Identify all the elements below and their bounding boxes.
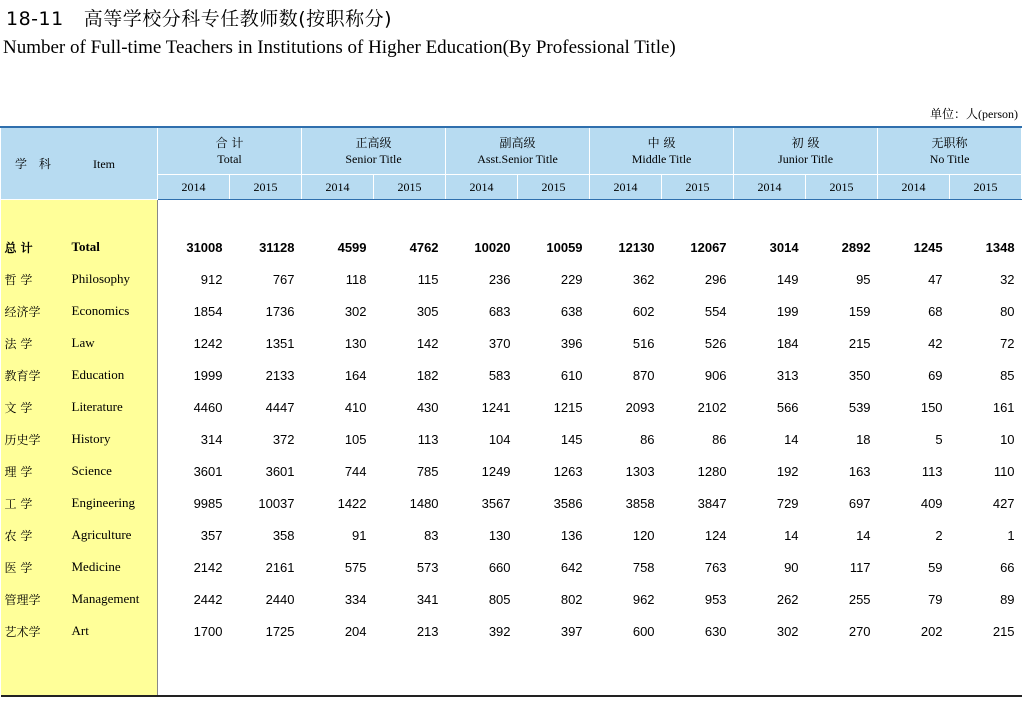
table-cell: 85 (1000, 367, 1015, 383)
table-cell: 870 (632, 367, 655, 383)
table-cell: 2892 (841, 239, 871, 255)
table-cell: 906 (704, 367, 727, 383)
row-label-en: Art (67, 615, 158, 647)
table-cell: 255 (848, 591, 871, 607)
table-cell: 358 (272, 527, 295, 543)
table-cell: 2442 (193, 591, 223, 607)
table-cell: 236 (488, 271, 511, 287)
table-cell: 10020 (474, 239, 511, 255)
year-header: 2015 (374, 175, 446, 200)
table-cell: 3586 (553, 495, 583, 511)
unit-cn: 单位：人 (930, 107, 979, 121)
table-cell: 215 (848, 335, 871, 351)
table-cell: 2093 (625, 399, 655, 415)
table-cell: 4599 (337, 239, 367, 255)
group-header-cn: 正高级 (355, 136, 392, 150)
table-cell: 120 (632, 527, 655, 543)
group-header-cn: 合 计 (215, 136, 244, 150)
table-cell: 83 (424, 527, 439, 543)
table-row (1, 583, 1022, 615)
table-row (1, 295, 1022, 327)
group-header-cn: 副高级 (499, 136, 536, 150)
table-cell: 202 (920, 623, 943, 639)
item-header-en: Item (93, 157, 115, 172)
table-cell: 962 (632, 591, 655, 607)
table-cell: 159 (848, 303, 871, 319)
group-header-cn: 中 级 (647, 136, 676, 150)
table-cell: 79 (928, 591, 943, 607)
table-cell: 42 (928, 335, 943, 351)
year-header: 2014 (734, 175, 806, 200)
table-row (1, 423, 1022, 455)
table-cell: 10037 (258, 495, 295, 511)
row-label-cn: 历史学 (1, 423, 67, 455)
column-group-header (302, 127, 446, 175)
table-cell: 1736 (265, 303, 295, 319)
table-cell: 91 (352, 527, 367, 543)
table-cell: 554 (704, 303, 727, 319)
table-row (1, 327, 1022, 359)
table-cell: 802 (560, 591, 583, 607)
table-cell: 150 (920, 399, 943, 415)
table-cell: 2440 (265, 591, 295, 607)
table-cell: 118 (345, 271, 367, 287)
table-cell: 341 (416, 591, 439, 607)
row-label-en: Engineering (67, 487, 158, 519)
table-cell: 602 (632, 303, 655, 319)
table-cell: 59 (928, 559, 943, 575)
column-group-header (878, 127, 1022, 175)
year-header: 2014 (446, 175, 518, 200)
year-header: 2014 (158, 175, 230, 200)
group-header-en: Junior Title (778, 152, 834, 166)
table-cell: 9985 (193, 495, 223, 511)
table-cell: 113 (921, 463, 943, 479)
row-label-cn: 经济学 (1, 295, 67, 327)
table-number: 18-11 (6, 8, 64, 30)
year-header: 2015 (662, 175, 734, 200)
table-cell: 3601 (193, 463, 223, 479)
column-group-header (590, 127, 734, 175)
table-cell: 199 (776, 303, 799, 319)
table-cell: 86 (712, 431, 727, 447)
title-cn-text: 高等学校分科专任教师数(按职称分) (83, 8, 393, 30)
table-cell: 953 (704, 591, 727, 607)
table-cell: 5 (935, 431, 943, 447)
table-row (1, 615, 1022, 647)
table-cell: 10059 (546, 239, 583, 255)
table-cell: 136 (560, 527, 583, 543)
row-label-en: Medicine (67, 551, 158, 583)
table-title-en: Number of Full-time Teachers in Institutions of Higher Education(By Professional Title) (3, 37, 676, 58)
row-label-en: Agriculture (67, 519, 158, 551)
table-cell: 184 (776, 335, 799, 351)
group-header-en: Total (217, 152, 242, 166)
table-cell: 130 (344, 335, 367, 351)
table-cell: 392 (488, 623, 511, 639)
table-row (1, 455, 1022, 487)
table-cell: 397 (560, 623, 583, 639)
item-header (1, 127, 158, 200)
table-cell: 161 (992, 399, 1015, 415)
table-cell: 1249 (481, 463, 511, 479)
table-cell: 410 (344, 399, 367, 415)
table-cell: 31008 (186, 239, 223, 255)
table-cell: 350 (848, 367, 871, 383)
table-cell: 1215 (553, 399, 583, 415)
row-label-cn: 总 计 (1, 231, 67, 263)
table-cell: 372 (272, 431, 295, 447)
table-cell: 600 (632, 623, 655, 639)
row-label-cn: 教育学 (1, 359, 67, 391)
table-cell: 72 (1000, 335, 1015, 351)
table-cell: 117 (849, 559, 871, 575)
table-cell: 785 (416, 463, 439, 479)
table-cell: 95 (856, 271, 871, 287)
table-cell: 12067 (690, 239, 727, 255)
table-cell: 32 (1000, 271, 1015, 287)
table-row (1, 359, 1022, 391)
table-cell: 2102 (697, 399, 727, 415)
row-label-en: Literature (67, 391, 158, 423)
table-cell: 1351 (265, 335, 295, 351)
table-cell: 566 (776, 399, 799, 415)
table-cell: 763 (704, 559, 727, 575)
table-cell: 409 (920, 495, 943, 511)
table-cell: 1263 (553, 463, 583, 479)
table-cell: 1700 (193, 623, 223, 639)
table-cell: 1242 (193, 335, 223, 351)
table-body (1, 200, 1022, 697)
row-label-en: History (67, 423, 158, 455)
table-cell: 642 (560, 559, 583, 575)
row-label-cn: 农 学 (1, 519, 67, 551)
table-cell: 583 (488, 367, 511, 383)
row-label-en: Philosophy (67, 263, 158, 295)
table-cell: 105 (344, 431, 367, 447)
table-cell: 370 (488, 335, 511, 351)
table-cell: 90 (784, 559, 799, 575)
table-cell: 149 (776, 271, 799, 287)
row-label-cn: 艺术学 (1, 615, 67, 647)
table-cell: 182 (416, 367, 439, 383)
row-label-en: Science (67, 455, 158, 487)
row-label-en: Law (67, 327, 158, 359)
table-cell: 302 (344, 303, 367, 319)
table-cell: 113 (417, 431, 439, 447)
year-header: 2015 (230, 175, 302, 200)
table-cell: 1280 (697, 463, 727, 479)
table-cell: 912 (200, 271, 223, 287)
table-row (1, 391, 1022, 423)
table-cell: 767 (272, 271, 295, 287)
table-cell: 3858 (625, 495, 655, 511)
group-header-cn: 初 级 (791, 136, 820, 150)
table-cell: 164 (344, 367, 367, 383)
table-row (1, 519, 1022, 551)
year-header: 2014 (302, 175, 374, 200)
table-cell: 142 (416, 335, 439, 351)
unit-en: (person) (978, 107, 1018, 121)
table-title-cn (6, 4, 392, 31)
table-cell: 357 (200, 527, 223, 543)
table-cell: 270 (848, 623, 871, 639)
table-cell: 110 (993, 463, 1015, 479)
table-cell: 1999 (193, 367, 223, 383)
table-cell: 729 (776, 495, 799, 511)
table-cell: 1 (1007, 527, 1015, 543)
row-label-cn: 文 学 (1, 391, 67, 423)
table-cell: 86 (640, 431, 655, 447)
table-cell: 192 (776, 463, 799, 479)
table-cell: 18 (856, 431, 871, 447)
table-row (1, 551, 1022, 583)
table-cell: 1725 (265, 623, 295, 639)
row-label-en: Total (67, 231, 158, 263)
table-cell: 683 (488, 303, 511, 319)
table-cell: 124 (704, 527, 727, 543)
table-cell: 130 (488, 527, 511, 543)
group-header-en: Middle Title (631, 152, 692, 166)
table-header (1, 127, 1022, 200)
row-label-en: Management (67, 583, 158, 615)
table-cell: 66 (1000, 559, 1015, 575)
table-cell: 430 (416, 399, 439, 415)
table-cell: 427 (992, 495, 1015, 511)
row-label-cn: 管理学 (1, 583, 67, 615)
table-cell: 3847 (697, 495, 727, 511)
table-cell: 115 (417, 271, 439, 287)
table-cell: 47 (928, 271, 943, 287)
table-cell: 396 (560, 335, 583, 351)
table-cell: 744 (344, 463, 367, 479)
table-cell: 660 (488, 559, 511, 575)
row-label-en: Education (67, 359, 158, 391)
table-cell: 516 (632, 335, 655, 351)
table-cell: 14 (784, 527, 799, 543)
total-row (1, 231, 1022, 263)
table-cell: 296 (704, 271, 727, 287)
table-cell: 204 (344, 623, 367, 639)
table-cell: 697 (848, 495, 871, 511)
table-cell: 1348 (985, 239, 1015, 255)
table-cell: 313 (776, 367, 799, 383)
table-cell: 1480 (409, 495, 439, 511)
table-cell: 3014 (769, 239, 799, 255)
year-header: 2014 (878, 175, 950, 200)
row-label-cn: 医 学 (1, 551, 67, 583)
table-cell: 4447 (265, 399, 295, 415)
table-cell: 573 (416, 559, 439, 575)
row-label-cn: 工 学 (1, 487, 67, 519)
table-cell: 4460 (193, 399, 223, 415)
group-header-en: Asst.Senior Title (477, 152, 558, 166)
table-cell: 638 (560, 303, 583, 319)
row-label-en: Economics (67, 295, 158, 327)
data-table (0, 126, 1022, 697)
table-cell: 1241 (481, 399, 511, 415)
table-cell: 305 (416, 303, 439, 319)
table-cell: 68 (928, 303, 943, 319)
table-cell: 575 (344, 559, 367, 575)
table-cell: 314 (200, 431, 223, 447)
table-cell: 758 (632, 559, 655, 575)
table-cell: 805 (488, 591, 511, 607)
table-cell: 14 (856, 527, 871, 543)
row-label-cn: 哲 学 (1, 263, 67, 295)
table-cell: 69 (928, 367, 943, 383)
column-group-header (158, 127, 302, 175)
table-cell: 302 (776, 623, 799, 639)
table-cell: 1422 (337, 495, 367, 511)
table-cell: 526 (704, 335, 727, 351)
table-cell: 89 (1000, 591, 1015, 607)
table-cell: 1303 (625, 463, 655, 479)
row-label-cn: 理 学 (1, 455, 67, 487)
table-cell: 539 (848, 399, 871, 415)
table-cell: 1245 (913, 239, 943, 255)
item-header-cn: 学 科 (15, 157, 55, 172)
year-header: 2015 (806, 175, 878, 200)
column-group-header (734, 127, 878, 175)
table-cell: 80 (1000, 303, 1015, 319)
table-cell: 630 (704, 623, 727, 639)
row-label-cn: 法 学 (1, 327, 67, 359)
table-cell: 2133 (265, 367, 295, 383)
table-cell: 12130 (618, 239, 655, 255)
table-cell: 4762 (409, 239, 439, 255)
table-cell: 163 (848, 463, 871, 479)
group-header-cn: 无职称 (931, 136, 968, 150)
table-cell: 262 (776, 591, 799, 607)
group-header-en: No Title (929, 152, 970, 166)
table-cell: 213 (416, 623, 439, 639)
year-header: 2014 (590, 175, 662, 200)
table-cell: 334 (344, 591, 367, 607)
table-cell: 14 (784, 431, 799, 447)
table-cell: 3601 (265, 463, 295, 479)
table-cell: 2 (935, 527, 943, 543)
table-cell: 215 (992, 623, 1015, 639)
year-header: 2015 (518, 175, 590, 200)
table-cell: 2142 (193, 559, 223, 575)
column-group-header (446, 127, 590, 175)
table-row (1, 487, 1022, 519)
table-cell: 145 (560, 431, 583, 447)
table-cell: 10 (1000, 431, 1015, 447)
table-cell: 362 (632, 271, 655, 287)
year-header: 2015 (950, 175, 1022, 200)
table-cell: 31128 (259, 239, 295, 255)
table-cell: 104 (488, 431, 511, 447)
table-cell: 229 (560, 271, 583, 287)
table-cell: 610 (560, 367, 583, 383)
table-row (1, 263, 1022, 295)
table-cell: 1854 (193, 303, 223, 319)
table-cell: 3567 (481, 495, 511, 511)
unit-label (930, 105, 1018, 122)
table-cell: 2161 (265, 559, 295, 575)
group-header-en: Senior Title (345, 152, 402, 166)
